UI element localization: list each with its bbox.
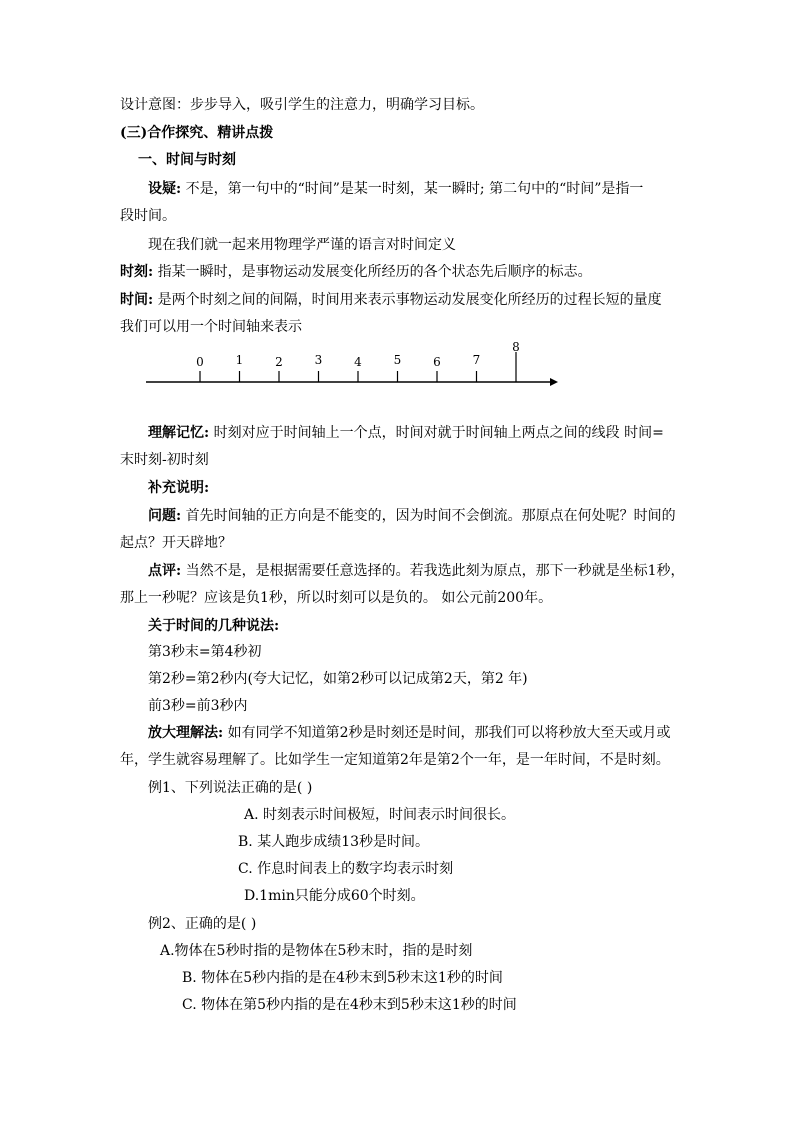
comment-line1 [148,562,685,580]
timeline-tick-label: 2 [275,355,283,369]
section-title: (三)合作探究、精讲点拨 [120,125,274,141]
moment-label: 时刻: [120,264,154,280]
example1-option-d: D.1min只能分成60个时刻。 [244,888,425,904]
timeline-tick-label: 7 [472,353,481,367]
problem-line1 [148,507,676,525]
example1-option-b: B. 某人跑步成绩13秒是时间。 [238,834,430,850]
question-setting-label: 设疑: [148,181,182,197]
timeline-tick-label: 8 [512,340,520,354]
comment-text: 当然不是，是根据需要任意选择的。若我选此刻为原点，那下一秒就是坐标1秒， [181,563,685,579]
definition-intro: 现在我们就一起来用物理学严谨的语言对时间定义 [148,237,456,253]
supplement-title: 补充说明: [148,480,210,496]
example1-option-a: A. 时刻表示时间极短，时间表示时间很长。 [244,807,516,823]
sayings-title: 关于时间的几种说法: [148,618,280,634]
timeline-tick-label: 5 [393,353,402,367]
problem-text: 首先时间轴的正方向是不能变的，因为时间不会倒流。那原点在何处呢？时间的 [181,508,676,524]
example2-option-a: A.物体在5秒时指的是物体在5秒末时，指的是时刻 [160,943,473,959]
timeline-tick-label: 0 [196,355,204,369]
time-text: 是两个时刻之间的间隔，时间用来表示事物运动发展变化所经历的过程长短的量度 [153,292,662,308]
timeline-tick-label: 3 [314,353,323,367]
design-intent: 设计意图：步步导入，吸引学生的注意力，明确学习目标。 [120,97,484,113]
magnify-line2: 年，学生就容易理解了。比如学生一定知道第2年是第2个一年，是一年时间，不是时刻。 [120,752,670,768]
example1-option-c: C. 作息时间表上的数字均表示时刻 [238,861,454,877]
timeline-tick-label: 1 [235,353,244,367]
timeline-ticks [196,340,520,382]
saying-2: 第2秒=第2秒内(夸大记忆，如第2秒可以记成第2天，第2 年) [148,671,528,687]
comment-line2: 那上一秒呢？应该是负1秒，所以时刻可以是负的。 如公元前200年。 [120,590,553,606]
subsection-title: 一、时间与时刻 [138,152,236,168]
timeline-axis [140,340,570,400]
moment-text: 指某一瞬时，是事物运动发展变化所经历的各个状态先后顺序的标志。 [153,264,592,280]
axis-intro: 我们可以用一个时间轴来表示 [120,319,302,335]
problem-line2: 起点？开天辟地？ [120,535,232,551]
example1-title: 例1、下列说法正确的是( ) [148,780,313,796]
saying-1: 第3秒末=第4秒初 [148,644,262,660]
problem-label: 问题: [148,508,182,524]
example2-option-c: C. 物体在第5秒内指的是在4秒末到5秒末这1秒的时间 [182,997,517,1013]
moment-definition [120,263,592,281]
question-setting-line2: 段时间。 [120,208,176,224]
memory-line1 [148,424,664,442]
memory-label: 理解记忆: [148,425,210,441]
question-setting-text: 不是，第一句中的“时间”是某一时刻，某一瞬时; 第二句中的“时间”是指一 [181,181,644,197]
saying-3: 前3秒=前3秒内 [148,698,248,714]
timeline-tick-label: 6 [433,355,441,369]
memory-line2: 末时刻-初时刻 [120,452,209,468]
example2-option-b: B. 物体在5秒内指的是在4秒末到5秒末这1秒的时间 [182,970,503,986]
question-setting-line1 [148,180,643,198]
comment-label: 点评: [148,563,182,579]
axis-arrow-icon [550,378,558,386]
magnify-line1 [148,724,671,742]
time-definition [120,291,662,309]
magnify-label: 放大理解法: [148,725,224,741]
magnify-text: 如有同学不知道第2秒是时刻还是时间，那我们可以将秒放大至天或月或 [223,725,671,741]
time-label: 时间: [120,292,154,308]
timeline-tick-label: 4 [354,355,362,369]
example2-title: 例2、正确的是( ) [148,916,257,932]
memory-text: 时刻对应于时间轴上一个点，时间对就于时间轴上两点之间的线段 时间= [209,425,664,441]
